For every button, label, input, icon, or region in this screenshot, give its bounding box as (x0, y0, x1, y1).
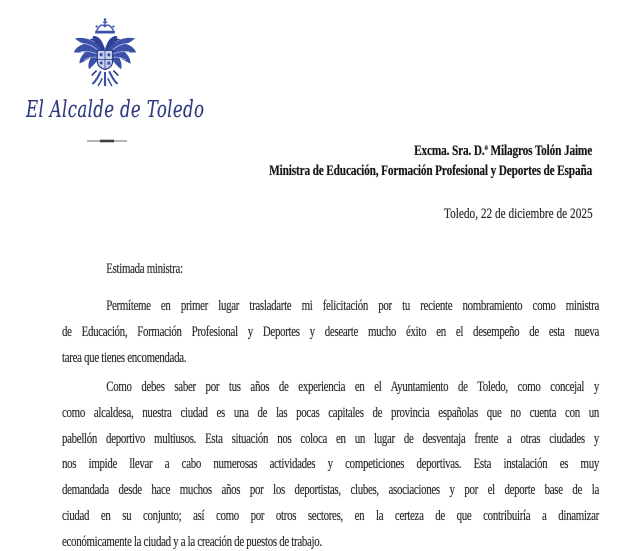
paragraph-line: como alcaldesa, nuestra ciudad es una de las pocas capitales de provincia españolas que no cuenta con un (62, 404, 599, 421)
recipient-title: Ministra de Educación, Formación Profesional y Deportes de España (269, 163, 592, 179)
paragraph-line: Como debes saber por tus años de experiencia en el Ayuntamiento de Toledo, como concejal y (106, 379, 599, 395)
paragraph-line: pabellón deportivo multiusos. Esta situación nos coloca en un lugar de desventaja frente a otras ciudades y (62, 430, 599, 447)
dateline: Toledo, 22 de diciembre de 2025 (444, 206, 593, 222)
recipient-name: Excma. Sra. D.ª Milagros Tolón Jaime (414, 143, 592, 159)
letterhead-flourish-divider (87, 132, 127, 140)
paragraph-line: ciudad en su conjunto; así como por otros sectores, en la certeza de que contribuiría a dinamizar (62, 507, 599, 524)
paragraph-line: económicamente la ciudad y a la creación de puestos de trabajo. (62, 533, 322, 550)
body-paragraph-2 (62, 375, 599, 551)
paragraph-line: de Educación, Formación Profesional y Deportes y desearte mucho éxito en el desempeño de esta nueva (62, 323, 599, 340)
letterhead-script-title: El Alcalde de Toledo (26, 97, 205, 123)
paragraph-line: demandada desde hace muchos años por los deportistas, clubes, asociaciones y por el deporte base de la (62, 482, 599, 499)
paragraph-line: Permíteme en primer lugar trasladarte mi felicitación por tu reciente nombramiento como ministra (106, 298, 599, 314)
toledo-coat-of-arms-icon (70, 16, 140, 100)
salutation (62, 257, 599, 283)
salutation-text: Estimada ministra: (106, 261, 183, 277)
paragraph-line: tarea que tienes encomendada. (62, 349, 187, 366)
body-paragraph-1 (62, 294, 599, 371)
recipient-block (269, 141, 592, 181)
paragraph-line: nos impide llevar a cabo numerosas actividades y competiciones deportivas. Esta instalación es muy (62, 456, 599, 473)
